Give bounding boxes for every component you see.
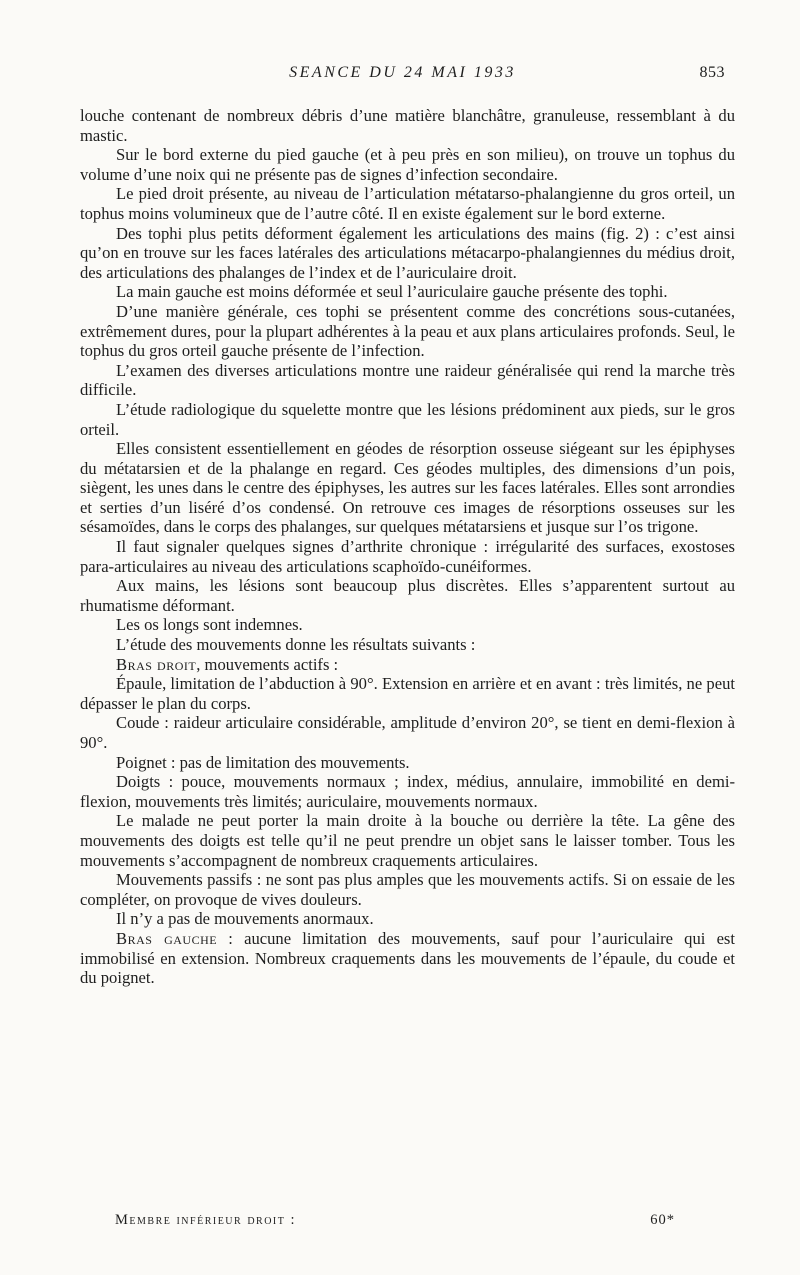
bras-droit-heading xyxy=(80,655,735,675)
bras-gauche-text: : aucune limitation des mouvements, sauf pour l’auriculaire qui est immobilisé en extension. Nombreux craquements dans les mouvements de l’épaule, du coude et du poignet. xyxy=(80,928,735,988)
section-caption: Membre inférieur droit : xyxy=(115,1212,297,1228)
paragraph: L’examen des diverses articulations montre une raideur généralisée qui rend la marche très difficile. xyxy=(80,360,735,400)
paragraph: Poignet : pas de limitation des mouvements. xyxy=(116,752,410,772)
paragraph: L’étude des mouvements donne les résultats suivants : xyxy=(116,635,476,655)
paragraph: La main gauche est moins déformée et seul l’auriculaire gauche présente des tophi. xyxy=(116,282,668,302)
paragraph: Mouvements passifs : ne sont pas plus amples que les mouvements actifs. Si on essaie de les compléter, on provoque de vives douleurs. xyxy=(80,870,735,909)
paragraph: Il n’y a pas de mouvements anormaux. xyxy=(116,909,374,929)
paragraph: Elles consistent essentiellement en géodes de résorption osseuse siégeant sur les épiphyses du métatarsien et de la phalange en regard. Ces géodes multiples, des dimensions d’un pois, siègent, les unes dans le centre des épiphyses, les autres sur les faces latérales. Elles sont arrondies et serties d’un liséré d’os condensé. On retrouve ces images de résorptions osseuses sur les sésamoïdes, dans le corps des phalanges, sur quelques métatarsiens et jusque sur l’os trigone. xyxy=(80,439,735,537)
paragraph: D’une manière générale, ces tophi se présentent comme des concrétions sous-cutanées, extrêmement dures, pour la plupart adhérentes à la peau et aux plans articulaires profonds. Seul, le tophus du gros orteil gauche présente de l’infection. xyxy=(80,301,735,361)
paragraph: Sur le bord externe du pied gauche (et à peu près en son milieu), on trouve un tophus du volume d’une noix qui ne présente pas de signes d’infection secondaire. xyxy=(80,145,735,184)
body-text xyxy=(80,106,735,988)
bras-gauche-label: Bras gauche xyxy=(116,928,218,948)
bras-gauche-paragraph xyxy=(80,929,735,988)
paragraph: louche contenant de nombreux débris d’une matière blanchâtre, granuleuse, ressemblant à du mastic. xyxy=(80,106,735,145)
paragraph: Épaule, limitation de l’abduction à 90°. Extension en arrière et en avant : très limités, ne peut dépasser le plan du corps. xyxy=(80,674,735,713)
paragraph: Il faut signaler quelques signes d’arthrite chronique : irrégularité des surfaces, exostoses para-articulaires au niveau des articulations scaphoïdo-cunéiformes. xyxy=(80,537,735,576)
paragraph: Doigts : pouce, mouvements normaux ; index, médius, annulaire, immobilité en demi-flexion, mouvements très limités; auriculaire, mouvements normaux. xyxy=(80,772,735,811)
bras-droit-label: Bras droit xyxy=(116,654,197,674)
paragraph: Des tophi plus petits déforment également les articulations des mains (fig. 2) : c’est ainsi qu’on en trouve sur les faces latérales des articulations métacarpo-phalangiennes du médius droit, des articulations des phalanges de l’index et de l’auriculaire droit. xyxy=(80,223,735,282)
running-header xyxy=(80,64,725,86)
bras-droit-intro: , mouvements actifs : xyxy=(196,654,339,674)
page-number: 853 xyxy=(699,64,725,81)
paragraph: Aux mains, les lésions sont beaucoup plus discrètes. Elles s’apparentent surtout au rhumatisme déformant. xyxy=(80,576,735,615)
page-footer xyxy=(115,1212,675,1234)
paragraph: Coude : raideur articulaire considérable, amplitude d’environ 20°, se tient en demi-flexion à 90°. xyxy=(80,713,735,752)
paragraph: L’étude radiologique du squelette montre que les lésions prédominent aux pieds, sur le gros orteil. xyxy=(80,399,735,439)
paragraph: Le malade ne peut porter la main droite à la bouche ou derrière la tête. La gêne des mouvements des doigts est telle qu’il ne peut prendre un objet sans le laisser tomber. Tous les mouvements s’accompagnent de nombreux craquements articulaires. xyxy=(80,811,735,870)
signature-mark: 60* xyxy=(650,1212,675,1228)
paragraph: Les os longs sont indemnes. xyxy=(116,615,303,635)
paragraph: Le pied droit présente, au niveau de l’articulation métatarso-phalangienne du gros orteil, un tophus moins volumineux que de l’autre côté. Il en existe également sur le bord externe. xyxy=(80,184,735,223)
header-title: SEANCE DU 24 MAI 1933 xyxy=(289,64,516,81)
